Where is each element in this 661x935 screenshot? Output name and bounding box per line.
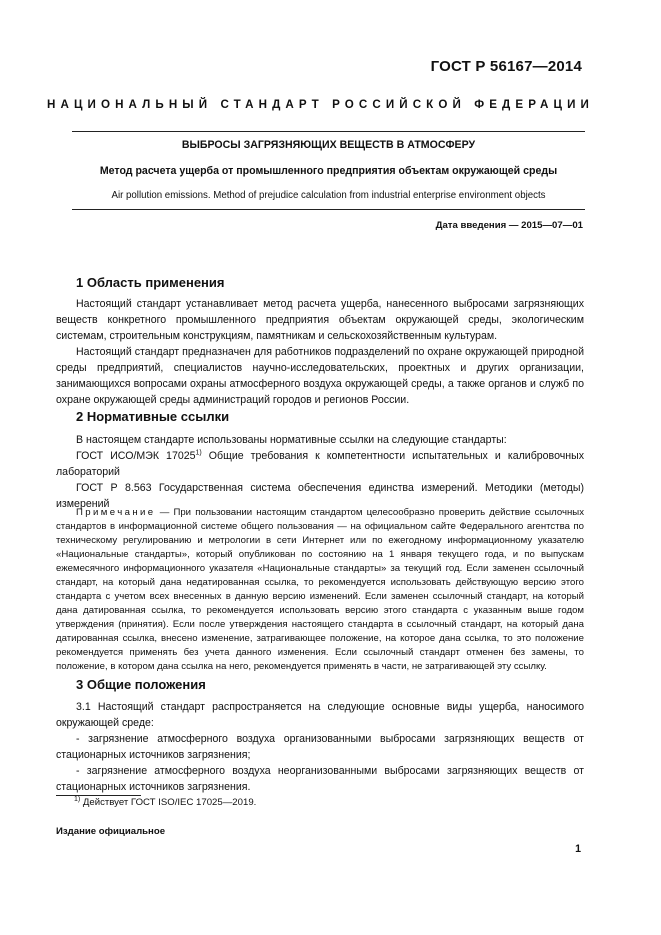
national-standard-heading: НАЦИОНАЛЬНЫЙ СТАНДАРТ РОССИЙСКОЙ ФЕДЕРАЦИИ [47,98,594,111]
reference-2: ГОСТ Р 8.563 Государственная система обеспечения единства измерений. Методики (методы) измерений [56,482,584,510]
introduction-date: Дата введения — 2015—07—01 [435,220,583,231]
page-number: 1 [575,843,581,855]
divider-top [72,131,585,132]
footnote-marker: 1) [74,795,81,803]
note-text: — При пользовании настоящим стандартом целесообразно проверить действие ссылочных стандартов в информационной системе общего пользования — на официальном сайте Федерального агентства по техническому регулированию и метрологии в сети Интернет или по ежегодному информационному указателю «Национальные стандарты», который опубликован по состоянию на 1 января текущего года, и по выпускам ежемесячного информационного указателя «Национальные стандарты» за текущий год. Если заменен ссылочный стандарт, на который дана недатированная ссылка, то рекомендуется использовать действующую версию этого стандарта с учетом всех внесенных в данную версию изменений. Если заменен ссылочный стандарт, на который дана датированная ссылка, то рекомендуется использовать версию этого стандарта с указанным выше годом утверждения (принятия). Если после утверждения настоящего стандарта в ссылочный стандарт, на который дана датированная ссылка, внесено изменение, затрагивающее положение, на которое дана ссылка, то это положение рекомендуется применять без учета данного изменения. Если ссылочный стандарт отменен без замены, то положение, в котором дана ссылка на него, рекомендуется применять в части, не затрагивающей эту ссылку. [56,507,584,672]
note-block [56,506,584,674]
section-3-paragraph-1: 3.1 Настоящий стандарт распространяется на следующие основные виды ущерба, наносимого окружающей среде: [56,701,584,729]
reference-1-footnote-marker: 1) [195,449,202,457]
english-title: Air pollution emissions. Method of prejudice calculation from industrial enterprise environment objects [111,190,546,201]
standard-number: ГОСТ Р 56167—2014 [430,58,582,75]
footnote [74,797,256,808]
section-1-paragraph-2: Настоящий стандарт предназначен для работников подразделений по охране окружающей природной среды предприятий, специалистов научно-исследовательских, проектных и других организации, занимающихся вопросами охраны атмосферного воздуха окружающей среды, а также органов и служб по охране окружающей среды администраций городов и регионов России. [56,346,584,406]
section-3-list-item-2: - загрязнение атмосферного воздуха неорганизованными выбросами загрязняющих веществ от стационарных источников загрязнения. [56,765,584,793]
section-1-body [56,296,584,408]
section-2-heading: 2 Нормативные ссылки [76,409,230,424]
footnote-text: Действует ГОСТ ISO/IEC 17025—2019. [80,797,257,808]
reference-1-code: ГОСТ ИСО/МЭК 17025 [76,450,196,462]
section-1-heading: 1 Область применения [76,275,225,290]
footnote-divider [56,795,141,796]
section-1-paragraph-1: Настоящий стандарт устанавливает метод расчета ущерба, нанесенного выбросами загрязняющих веществ конкретного промышленного предприятия объектам окружающей среды, экологическим системам, строительным конструкциям, памятникам и сельскохозяйственным культурам. [56,298,584,342]
document-subtitle: Метод расчета ущерба от промышленного предприятия объектам окружающей среды [99,165,558,177]
document-title: ВЫБРОСЫ ЗАГРЯЗНЯЮЩИХ ВЕЩЕСТВ В АТМОСФЕРУ [181,139,476,151]
section-3-heading: 3 Общие положения [76,677,206,692]
section-3-list-item-1: - загрязнение атмосферного воздуха организованными выбросами загрязняющих веществ от стационарных источников загрязнения; [56,733,584,761]
divider-bottom [72,209,585,210]
note-label: Примечание [76,507,156,518]
section-2-body [56,432,584,512]
section-3-body [56,699,584,795]
reference-1-title: Общие требования к компетентности испытательных и калибровочных лабораторий [56,450,585,478]
edition-label: Издание официальное [56,826,166,837]
section-2-intro: В настоящем стандарте использованы нормативные ссылки на следующие стандарты: [76,434,507,446]
reference-1 [56,448,584,480]
